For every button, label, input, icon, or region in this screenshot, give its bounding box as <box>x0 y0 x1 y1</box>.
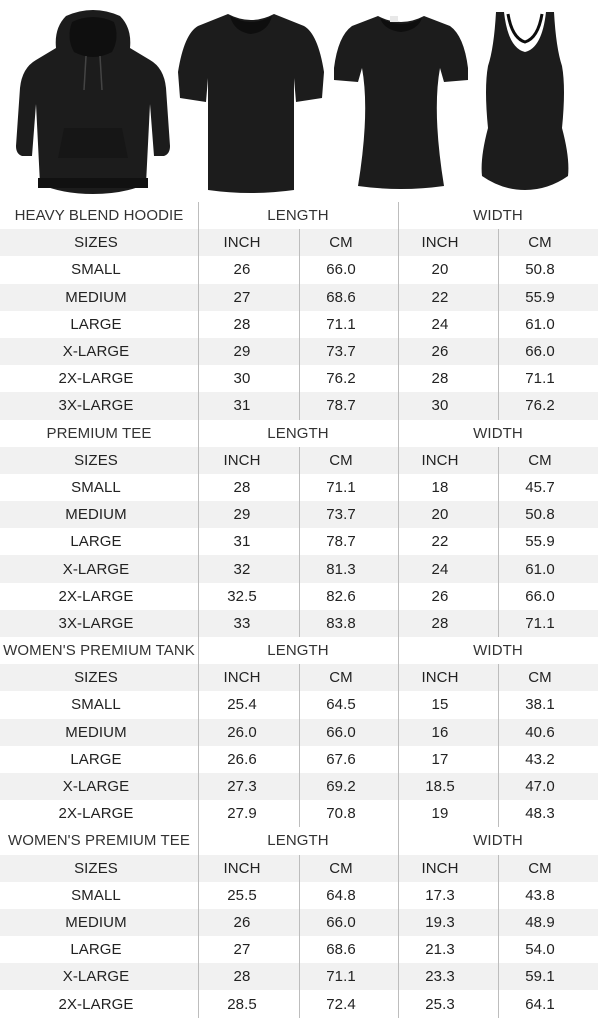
section-title-row <box>0 827 598 854</box>
length-inch-cell: 26.6 <box>227 750 257 768</box>
width-inch-cell: 22 <box>431 288 449 306</box>
column-divider <box>198 202 199 420</box>
column-divider <box>198 637 199 827</box>
length-cm-cell: 78.7 <box>326 533 356 551</box>
length-cm-header: CM <box>329 234 353 252</box>
column-divider <box>498 447 499 637</box>
size-cell: 2X-LARGE <box>58 805 134 823</box>
size-cell: X-LARGE <box>62 968 130 986</box>
length-inch-cell: 28 <box>233 968 251 986</box>
length-inch-cell: 25.4 <box>227 696 257 714</box>
section-title: PREMIUM TEE <box>46 424 152 442</box>
length-cm-cell: 71.1 <box>326 315 356 333</box>
size-cell: LARGE <box>70 533 122 551</box>
width-inch-header: INCH <box>421 669 459 687</box>
length-cm-cell: 71.1 <box>326 478 356 496</box>
section-title-row <box>0 637 598 664</box>
length-inch-cell: 31 <box>233 533 251 551</box>
length-cm-cell: 73.7 <box>326 343 356 361</box>
width-cm-cell: 48.3 <box>525 805 555 823</box>
width-cm-cell: 71.1 <box>525 370 555 388</box>
length-inch-cell: 26.0 <box>227 723 257 741</box>
length-cm-cell: 69.2 <box>326 778 356 796</box>
width-inch-cell: 26 <box>431 343 449 361</box>
length-header: LENGTH <box>267 832 329 850</box>
width-cm-header: CM <box>528 234 552 252</box>
column-divider <box>198 420 199 638</box>
length-cm-cell: 81.3 <box>326 560 356 578</box>
width-cm-cell: 55.9 <box>525 288 555 306</box>
length-inch-cell: 29 <box>233 343 251 361</box>
size-cell: X-LARGE <box>62 343 130 361</box>
width-cm-header: CM <box>528 859 552 877</box>
column-divider <box>398 420 399 638</box>
width-inch-cell: 30 <box>431 397 449 415</box>
size-cell: SMALL <box>71 261 121 279</box>
column-divider <box>299 229 300 419</box>
width-inch-cell: 24 <box>431 560 449 578</box>
size-cell: SMALL <box>71 886 121 904</box>
width-cm-header: CM <box>528 669 552 687</box>
section-title: WOMEN'S PREMIUM TANK <box>3 642 195 660</box>
width-cm-cell: 50.8 <box>525 506 555 524</box>
sizes-header: SIZES <box>74 669 118 687</box>
womens-tee-image <box>332 12 470 190</box>
width-cm-cell: 66.0 <box>525 587 555 605</box>
column-divider <box>198 827 199 1017</box>
size-section <box>0 637 598 827</box>
length-cm-cell: 83.8 <box>326 614 356 632</box>
length-inch-cell: 31 <box>233 397 251 415</box>
length-cm-cell: 66.0 <box>326 723 356 741</box>
width-cm-cell: 61.0 <box>525 315 555 333</box>
sizes-header: SIZES <box>74 451 118 469</box>
length-inch-cell: 28 <box>233 478 251 496</box>
length-inch-cell: 29 <box>233 506 251 524</box>
length-inch-cell: 27 <box>233 941 251 959</box>
column-divider <box>498 855 499 1018</box>
width-inch-cell: 18.5 <box>425 778 455 796</box>
width-inch-header: INCH <box>421 451 459 469</box>
length-inch-cell: 30 <box>233 370 251 388</box>
column-divider <box>398 827 399 1017</box>
size-section <box>0 420 598 638</box>
width-cm-header: CM <box>528 451 552 469</box>
width-inch-header: INCH <box>421 234 459 252</box>
size-cell: MEDIUM <box>65 723 127 741</box>
length-inch-cell: 33 <box>233 614 251 632</box>
width-header: WIDTH <box>473 424 523 442</box>
length-inch-header: INCH <box>223 234 261 252</box>
size-section <box>0 827 598 1017</box>
width-inch-header: INCH <box>421 859 459 877</box>
sizes-header: SIZES <box>74 859 118 877</box>
length-inch-cell: 28 <box>233 315 251 333</box>
width-inch-cell: 15 <box>431 696 449 714</box>
column-divider <box>299 855 300 1018</box>
tank-image <box>478 8 572 192</box>
width-header: WIDTH <box>473 642 523 660</box>
width-inch-cell: 19.3 <box>425 913 455 931</box>
width-cm-cell: 43.8 <box>525 886 555 904</box>
length-header: LENGTH <box>267 642 329 660</box>
width-inch-cell: 16 <box>431 723 449 741</box>
length-cm-cell: 82.6 <box>326 587 356 605</box>
length-inch-cell: 28.5 <box>227 995 257 1013</box>
length-cm-cell: 73.7 <box>326 506 356 524</box>
width-inch-cell: 18 <box>431 478 449 496</box>
length-cm-cell: 71.1 <box>326 968 356 986</box>
length-header: LENGTH <box>267 424 329 442</box>
length-inch-cell: 26 <box>233 913 251 931</box>
length-inch-header: INCH <box>223 859 261 877</box>
width-inch-cell: 28 <box>431 614 449 632</box>
column-divider <box>498 229 499 419</box>
length-header: LENGTH <box>267 207 329 225</box>
width-cm-cell: 50.8 <box>525 261 555 279</box>
size-cell: 3X-LARGE <box>58 614 134 632</box>
width-header: WIDTH <box>473 207 523 225</box>
width-inch-cell: 28 <box>431 370 449 388</box>
length-cm-header: CM <box>329 451 353 469</box>
length-cm-header: CM <box>329 669 353 687</box>
width-cm-cell: 40.6 <box>525 723 555 741</box>
width-inch-cell: 24 <box>431 315 449 333</box>
width-cm-cell: 38.1 <box>525 696 555 714</box>
length-inch-cell: 27 <box>233 288 251 306</box>
width-inch-cell: 20 <box>431 506 449 524</box>
width-header: WIDTH <box>473 832 523 850</box>
size-cell: SMALL <box>71 696 121 714</box>
width-inch-cell: 21.3 <box>425 941 455 959</box>
length-cm-cell: 68.6 <box>326 288 356 306</box>
length-cm-cell: 67.6 <box>326 750 356 768</box>
size-cell: 3X-LARGE <box>58 397 134 415</box>
column-divider <box>498 664 499 827</box>
garment-images <box>0 0 598 202</box>
width-cm-cell: 76.2 <box>525 397 555 415</box>
length-cm-cell: 64.5 <box>326 696 356 714</box>
column-divider <box>398 202 399 420</box>
length-cm-cell: 72.4 <box>326 995 356 1013</box>
column-divider <box>299 664 300 827</box>
length-cm-cell: 70.8 <box>326 805 356 823</box>
length-inch-cell: 27.3 <box>227 778 257 796</box>
width-inch-cell: 17 <box>431 750 449 768</box>
length-inch-cell: 27.9 <box>227 805 257 823</box>
length-cm-cell: 76.2 <box>326 370 356 388</box>
width-cm-cell: 55.9 <box>525 533 555 551</box>
size-cell: X-LARGE <box>62 560 130 578</box>
length-cm-cell: 68.6 <box>326 941 356 959</box>
tee-image <box>178 12 324 194</box>
width-cm-cell: 64.1 <box>525 995 555 1013</box>
sizes-header: SIZES <box>74 234 118 252</box>
length-inch-header: INCH <box>223 669 261 687</box>
length-cm-header: CM <box>329 859 353 877</box>
width-cm-cell: 54.0 <box>525 941 555 959</box>
width-cm-cell: 47.0 <box>525 778 555 796</box>
width-inch-cell: 19 <box>431 805 449 823</box>
size-chart-table <box>0 202 598 1018</box>
size-cell: 2X-LARGE <box>58 995 134 1013</box>
length-inch-cell: 26 <box>233 261 251 279</box>
size-cell: LARGE <box>70 315 122 333</box>
size-cell: X-LARGE <box>62 778 130 796</box>
size-cell: 2X-LARGE <box>58 370 134 388</box>
section-title-row <box>0 420 598 447</box>
width-cm-cell: 48.9 <box>525 913 555 931</box>
length-inch-cell: 32.5 <box>227 587 257 605</box>
length-cm-cell: 78.7 <box>326 397 356 415</box>
length-inch-header: INCH <box>223 451 261 469</box>
width-inch-cell: 20 <box>431 261 449 279</box>
length-cm-cell: 66.0 <box>326 913 356 931</box>
length-inch-cell: 25.5 <box>227 886 257 904</box>
width-inch-cell: 17.3 <box>425 886 455 904</box>
width-inch-cell: 26 <box>431 587 449 605</box>
size-cell: LARGE <box>70 750 122 768</box>
section-title-row <box>0 202 598 229</box>
section-title: WOMEN'S PREMIUM TEE <box>8 832 190 850</box>
width-cm-cell: 59.1 <box>525 968 555 986</box>
size-cell: MEDIUM <box>65 913 127 931</box>
column-divider <box>299 447 300 637</box>
length-cm-cell: 66.0 <box>326 261 356 279</box>
width-cm-cell: 71.1 <box>525 614 555 632</box>
length-cm-cell: 64.8 <box>326 886 356 904</box>
width-cm-cell: 66.0 <box>525 343 555 361</box>
length-inch-cell: 32 <box>233 560 251 578</box>
width-cm-cell: 43.2 <box>525 750 555 768</box>
size-cell: MEDIUM <box>65 288 127 306</box>
width-inch-cell: 25.3 <box>425 995 455 1013</box>
width-inch-cell: 22 <box>431 533 449 551</box>
width-cm-cell: 45.7 <box>525 478 555 496</box>
size-cell: LARGE <box>70 941 122 959</box>
width-inch-cell: 23.3 <box>425 968 455 986</box>
width-cm-cell: 61.0 <box>525 560 555 578</box>
size-cell: MEDIUM <box>65 506 127 524</box>
size-section <box>0 202 598 420</box>
column-divider <box>398 637 399 827</box>
hoodie-image <box>14 8 172 196</box>
section-title: HEAVY BLEND HOODIE <box>14 207 184 225</box>
size-cell: 2X-LARGE <box>58 587 134 605</box>
size-cell: SMALL <box>71 478 121 496</box>
